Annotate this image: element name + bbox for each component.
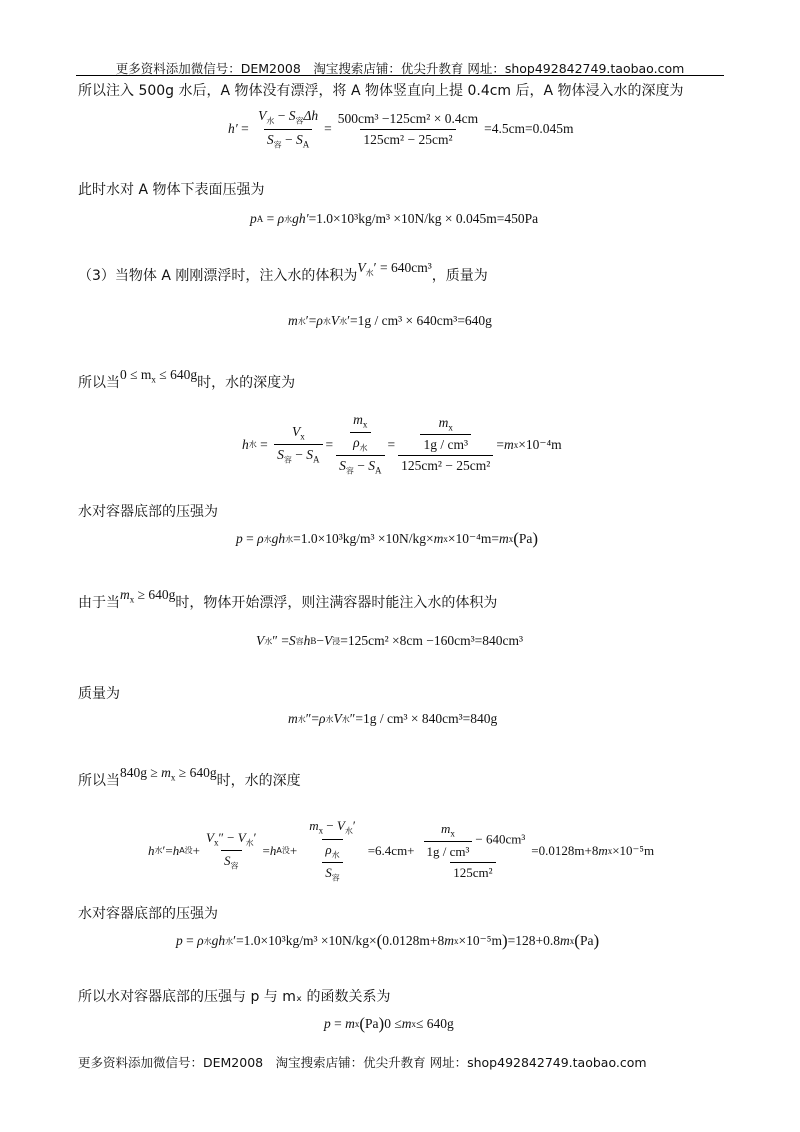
- range-3-right: ≥ 640g: [175, 765, 217, 780]
- paragraph-4: 所以当$0 \le m_x \le 640g$时，水的深度为: [78, 367, 296, 391]
- eq2-value: =1.0×10³kg/m³ ×10N/kg × 0.045m=450Pa: [308, 211, 539, 226]
- eq8-part-a: =6.4cm+: [367, 842, 415, 858]
- range-1-right: ≤ 640g: [155, 367, 198, 382]
- paragraph-3: （3）当物体 A 刚刚漂浮时，注入水的体积为$V_水' = 640cm^3$，质量为: [78, 260, 488, 284]
- eq8-result-2: ×10⁻⁵m: [612, 842, 655, 858]
- paragraph-1: 所以注入 500g 水后，A 物体没有漂浮，将 A 物体竖直向上提 0.4cm 后，A 物体浸入水的深度为: [78, 83, 684, 99]
- eq5-part-a: =1.0×10³kg/m³ ×10N/kg×: [293, 531, 434, 546]
- eq8-num-b: − 640cm³: [475, 831, 526, 847]
- range-2: ≥ 640g: [134, 587, 176, 602]
- paragraph-6: 由于当$m_x \ge 640g$时，物体开始漂浮，则注满容器时能注入水的体积为: [78, 587, 498, 611]
- equation-pressure-p-2: p = ρ 水 gh 水 ′ =1.0×10³kg/m³ ×10N/kg× ( 0.0128m+8 m x ×10⁻⁵m ) =128+0.8 m x ( Pa ): [176, 931, 600, 950]
- eq5-unit: Pa: [518, 531, 533, 546]
- eq9-part-c: ×10⁻⁵m: [458, 933, 502, 948]
- range-1-left: 0 ≤ m: [120, 367, 152, 382]
- v-water-value: = 640cm³: [379, 260, 432, 275]
- eq9-unit: Pa: [579, 933, 594, 948]
- page-footer: 更多资料添加微信号：DEM2008 淘宝搜索店铺：优尖升教育 网址：shop492842749.taobao.com: [78, 1055, 647, 1070]
- eq8-result: =0.0128m+8: [531, 842, 599, 858]
- equation-depth-h-prime: h′ = $\frac{V_水 - S_容\Delta h}{S_容 - S_A}$ = $\frac{\text{500cm³ −125cm² × 0.4cm}}{\text{125cm² − 25cm²}}$ =4.5cm=0.045m: [228, 108, 574, 150]
- eq9-part-d: =128+0.8: [507, 933, 561, 948]
- paragraph-5: 水对容器底部的压强为: [78, 504, 218, 520]
- paragraph-2: 此时水对 A 物体下表面压强为: [78, 182, 265, 198]
- paragraph-4-text-a: 所以当: [78, 375, 120, 391]
- equation-depth-h-double-prime: h 水 ′= h A没 + $\frac{V_x'' - V_水'}{S_容}$ = h A没 + $\frac{\frac{m_x - V_水'}{\rho_水}}{S_容}$ =6.4cm+ $\frac{m_x}{\text{1g / cm³}}$ − 640cm³ 125cm² =0.0128m+8 m x ×10⁻⁵m: [148, 818, 655, 883]
- eq3-value: =1g / cm³ × 640cm³=640g: [350, 313, 492, 328]
- eq5-part-b: ×10⁻⁴m=: [447, 531, 499, 546]
- range-3-left: 840g ≥: [120, 765, 162, 780]
- eq4-inner-den: 1g / cm³: [420, 434, 471, 453]
- eq8-den: 125cm²: [450, 862, 495, 881]
- eq1-numerator: 500cm³ −125cm² × 0.4cm: [337, 110, 479, 126]
- eq9-part-b: 0.0128m+8: [382, 933, 445, 948]
- eq10-unit: Pa: [365, 1016, 379, 1031]
- equation-mass-840: m 水 ″= ρ 水 V 水 ″ =1g / cm³ × 840cm³=840g: [288, 711, 498, 726]
- eq6-value: =125cm² ×8cm −160cm³=840cm³: [340, 633, 524, 648]
- paragraph-3-text-b: ，质量为: [431, 268, 488, 284]
- eq4-result: ×10⁻⁴m: [518, 436, 562, 452]
- paragraph-3-text-a: （3）当物体 A 刚刚漂浮时，注入水的体积为: [78, 268, 358, 284]
- eq8-inner-den: 1g / cm³: [424, 841, 473, 860]
- eq10-range-b: ≤ 640g: [416, 1016, 454, 1031]
- equation-volume-840: V 水 ″ = S 容 h B − V 浸 =125cm² ×8cm −160cm³=840cm³: [256, 633, 524, 648]
- eq1-result: =4.5cm=0.045m: [484, 121, 574, 137]
- paragraph-7: 质量为: [78, 686, 120, 702]
- equation-mass-640: m 水 ′= ρ 水 V 水 ′ =1g / cm³ × 640cm³=640g: [288, 313, 492, 328]
- paragraph-8-text-a: 所以当: [78, 773, 120, 789]
- equation-depth-h-water: h 水 = $\frac{V_x}{S_容 - S_A}$ = $\frac{\frac{m_x}{\rho_水}}{S_容 - S_A}$ = $\frac{\frac{m_x}{\text{1g / cm³}}}{\text{125cm² − 25cm²}}$ = m x ×10⁻⁴m: [242, 412, 562, 477]
- eq4-den: 125cm² − 25cm²: [398, 455, 493, 474]
- eq7-value: =1g / cm³ × 840cm³=840g: [355, 711, 498, 726]
- eq10-range-a: 0 ≤: [384, 1016, 402, 1031]
- eq1-denominator: 125cm² − 25cm²: [360, 129, 455, 148]
- paragraph-6-text-b: 时，物体开始漂浮，则注满容器时能注入水的体积为: [175, 595, 498, 611]
- equation-function-relation: p = m x ( Pa ) 0 ≤ m x ≤ 640g: [324, 1014, 454, 1033]
- paragraph-8: 所以当$840g \ge m_x \ge 640g$时，水的深度: [78, 765, 301, 789]
- header-rule: [76, 75, 724, 76]
- equation-pressure-p-1: p = ρ 水 gh 水 =1.0×10³kg/m³ ×10N/kg× m x ×10⁻⁴m= m x ( Pa ): [236, 529, 539, 548]
- paragraph-9: 水对容器底部的压强为: [78, 906, 218, 922]
- equation-pressure-pA: p A = ρ 水 gh′ =1.0×10³kg/m³ ×10N/kg × 0.045m=450Pa: [250, 211, 539, 226]
- paragraph-4-text-b: 时，水的深度为: [197, 375, 296, 391]
- eq9-part-a: =1.0×10³kg/m³ ×10N/kg×: [236, 933, 377, 948]
- paragraph-8-text-b: 时，水的深度: [216, 773, 301, 789]
- paragraph-6-text-a: 由于当: [78, 595, 120, 611]
- page-header: 更多资料添加微信号：DEM2008 淘宝搜索店铺：优尖升教育 网址：shop492842749.taobao.com: [115, 61, 685, 76]
- paragraph-10: 所以水对容器底部的压强与 p 与 mₓ 的函数关系为: [78, 989, 391, 1005]
